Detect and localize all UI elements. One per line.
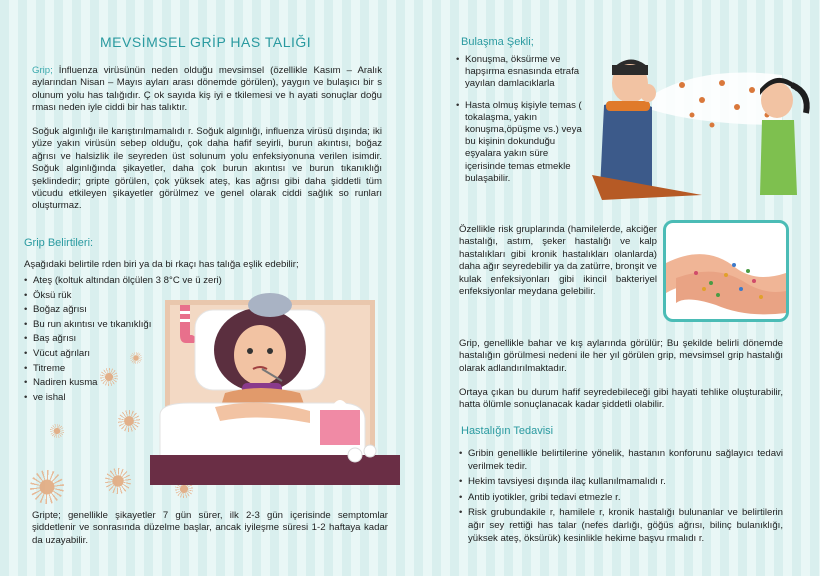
risk-groups-paragraph: Özellikle risk gruplarında (hamilelerde, akciğer hastalığı, astım, şeker hastalığı ve kalp hastalıkları gibi kronik hastalıkları olanlarda) daha ağır seyredebilir ya da zatürre, bronşit ve kulak enfeksiyonları gibi ikincil bakteriyel enfeksiyonlar meydana gelebilir. bbox=[459, 224, 657, 298]
treatment-list bbox=[459, 448, 783, 545]
list-item: • Titreme bbox=[24, 362, 244, 377]
symptoms-intro: Aşağıdaki belirtile rden biri ya da bi rkaçı has talığa eşlik edebilir; bbox=[24, 259, 299, 270]
virus-decoration-icon bbox=[118, 410, 140, 432]
list-item: • Baş ağrısı bbox=[24, 332, 244, 347]
severity-paragraph: Ortaya çıkan bu durum hafif seyredebileceği gibi hayati tehlike oluşturabilir, hatta ölümle sonuçlanacak kadar şiddetli olabilir. bbox=[459, 387, 783, 411]
face bbox=[234, 325, 286, 385]
transmission-list bbox=[456, 54, 586, 185]
sneezing-illustration bbox=[582, 55, 814, 205]
list-item: • Nadiren kusma bbox=[24, 376, 244, 391]
list-item: • Hasta olmuş kişiyle temas ( tokalaşma, yakın konuşma,öpüşme vs.) veya bu kişinin dokunduğu eşyalara yakın süre içerisinde temas etmekle bulaşabilir. bbox=[456, 100, 586, 185]
closing-paragraph: Gripte; genellikle şikayetler 7 gün sürer, ilk 2-3 gün içerisinde semptomlar şiddetlenir ve sonrasında düzelme başlar, ancak iyileşme süresi 1-2 haftaya kadar da uzayabilir. bbox=[32, 510, 388, 546]
list-item: • ve ishal bbox=[24, 391, 244, 406]
treatment-heading: Hastalığın Tedavisi bbox=[461, 425, 554, 437]
list-item: • Vücut ağrıları bbox=[24, 347, 244, 362]
symptoms-heading: Grip Belirtileri: bbox=[24, 237, 94, 249]
list-item: • Ateş (koltuk altından ölçülen 3 8°C ve ü zeri) bbox=[24, 274, 244, 289]
list-item: • Hekim tavsiyesi dışında ilaç kullanılmamalıdı r. bbox=[459, 476, 783, 489]
page-title: MEVSİMSEL GRİP HAS TALIĞI bbox=[100, 34, 312, 50]
tissue-ball-icon bbox=[348, 448, 362, 462]
virus-decoration-icon bbox=[30, 470, 64, 504]
cold-comparison-paragraph: Soğuk algınlığı ile karıştırılmamalıdı r. Soğuk algınlığı, influenza virüsü dışında; iki yüze yakın virüsün sebep olduğu, çok daha hafif seyirli, burun akıntısı, boğaz ağrısı ve halsizlik ile seyreden üst solunum yolu enfeksiyonuna verilen isimdir. Soğuk algınlığında şikayetler, daha çok burun akıntısı ve burun tıkanıklığı şeklindedir; gripte görülen, çok yüksek ateş, kas ağrısı gibi daha şiddetli tüm vücudu etkileyen şikayetler görülmez ve genel olarak ciddi sağlık so runları oluşturmaz. bbox=[32, 126, 382, 212]
ice-pack-icon bbox=[248, 293, 292, 317]
virus-decoration-icon bbox=[105, 468, 131, 494]
sick-woman-illustration bbox=[150, 285, 412, 500]
tissue-ball-icon bbox=[364, 445, 376, 457]
list-item: • Bu run akıntısı ve tıkanıklığı bbox=[24, 318, 244, 333]
list-item: • Öksü rük bbox=[24, 289, 244, 304]
list-item: • Boğaz ağrısı bbox=[24, 303, 244, 318]
list-item: • Konuşma, öksürme ve hapşırma esnasında etrafa yayılan damlacıklarla bbox=[456, 54, 586, 91]
list-item: • Risk grubundakile r, hamilele r, kronik hastalığı bulunanlar ve belirtilerin ağır sey rettiği has talar (nefes darlığı, göğüs ağrısı, bilinç bulanıklığı, yüksek ateş, öksürük) kesinlikle hekime başvu rmalıdı r. bbox=[459, 507, 783, 545]
scarf bbox=[606, 101, 650, 111]
transmission-heading: Bulaşma Şekli; bbox=[461, 36, 534, 48]
season-paragraph: Grip, genellikle bahar ve kış aylarında görülür; Bu şekilde belirli dönemde hastalığın görülmesi nedeni ile her yıl görülen grip, mevsimsel grip hastalığı olarak adlandırılmaktadır. bbox=[459, 338, 783, 374]
list-item: • Gribin genellikle belirtilerine yönelik, hastanın konforunu sağlayıcı tedavi verilmek tedir. bbox=[459, 448, 783, 473]
list-item: • Antib iyotikler, gribi tedavi etmezle r. bbox=[459, 492, 783, 505]
girl bbox=[760, 78, 807, 195]
bed-base bbox=[150, 455, 400, 485]
intro-paragraph bbox=[32, 65, 382, 115]
virus-decoration-icon bbox=[50, 424, 64, 438]
intro-lead: Grip; bbox=[32, 65, 53, 76]
sneezing-man bbox=[600, 59, 656, 190]
intro-text: İnfluenza virüsünün neden olduğu mevsimsel (özellikle Kasım – Aralık aylarından Nisan – Mayıs ayları arası dönemde görülen), yaygın ve bulaşıcı bir s olunum yolu has talığıdır. Ç ok sayıda kiş iyi e tkilemesi ve h ayati sonuçlar doğu rması neden iyle ciddi bir has talıktır. bbox=[32, 65, 382, 114]
handshake-illustration bbox=[663, 220, 789, 322]
